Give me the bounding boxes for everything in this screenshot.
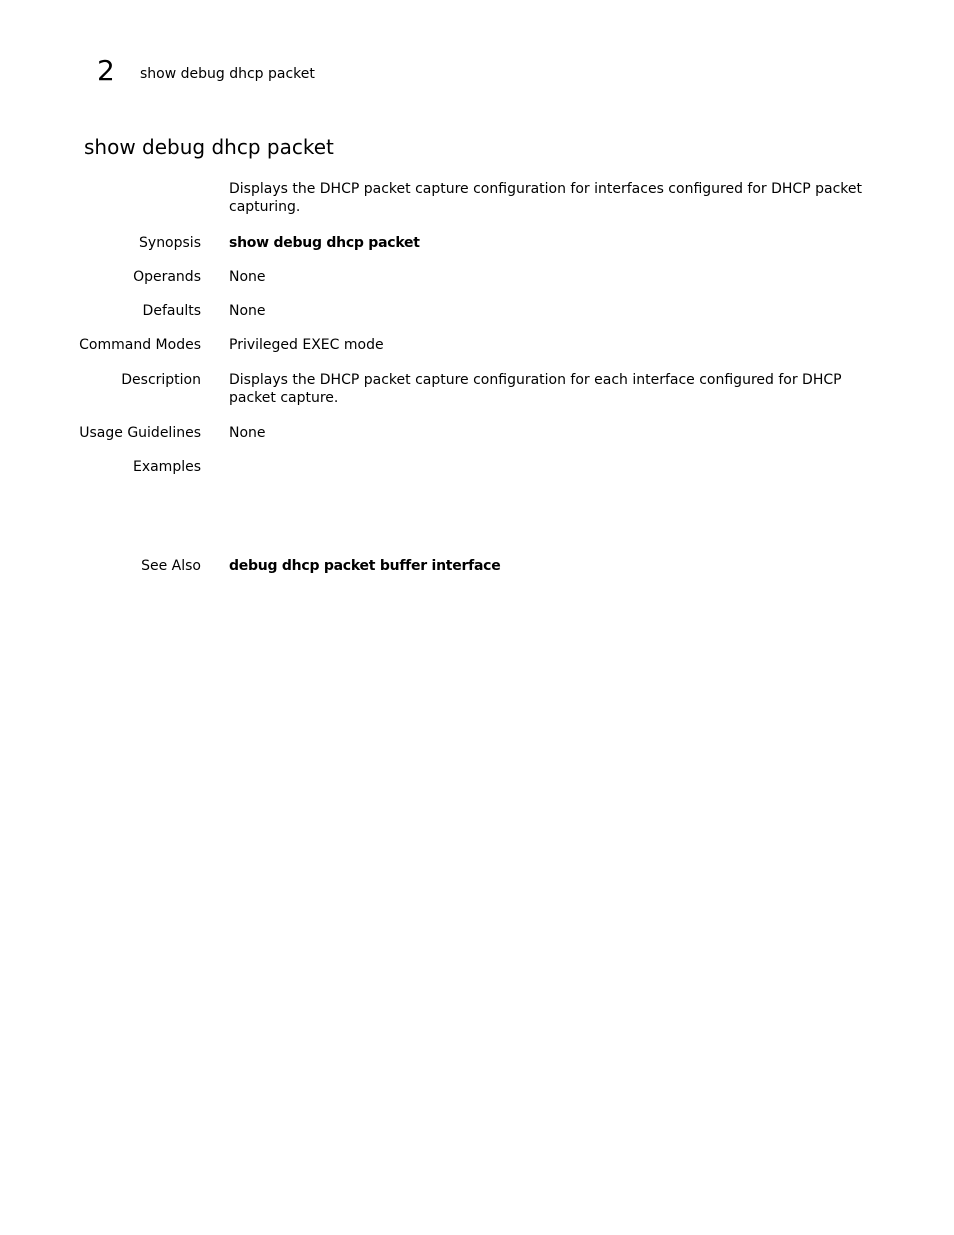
page-title: show debug dhcp packet <box>84 135 334 159</box>
operands-label: Operands <box>133 269 201 285</box>
command-modes-value: Privileged EXEC mode <box>229 337 384 353</box>
running-header-title: show debug dhcp packet <box>140 66 315 82</box>
see-also-link[interactable]: debug dhcp packet buffer interface <box>229 558 501 574</box>
usage-guidelines-value: None <box>229 425 266 441</box>
chapter-number: 2 <box>97 54 115 87</box>
description-label: Description <box>121 372 201 388</box>
see-also-label: See Also <box>141 558 201 574</box>
defaults-value: None <box>229 303 266 319</box>
intro-text: Displays the DHCP packet capture configuration for interfaces configured for DHCP packet capturing. <box>229 181 862 215</box>
operands-value: None <box>229 269 266 285</box>
description-value: Displays the DHCP packet capture configuration for each interface configured for DHCP packet capture. <box>229 372 842 406</box>
examples-label: Examples <box>132 459 201 475</box>
synopsis-value: show debug dhcp packet <box>229 235 420 251</box>
defaults-label: Defaults <box>142 303 201 319</box>
command-modes-label: Command Modes <box>79 337 201 353</box>
usage-guidelines-label: Usage Guidelines <box>79 425 201 441</box>
synopsis-label: Synopsis <box>139 235 201 251</box>
